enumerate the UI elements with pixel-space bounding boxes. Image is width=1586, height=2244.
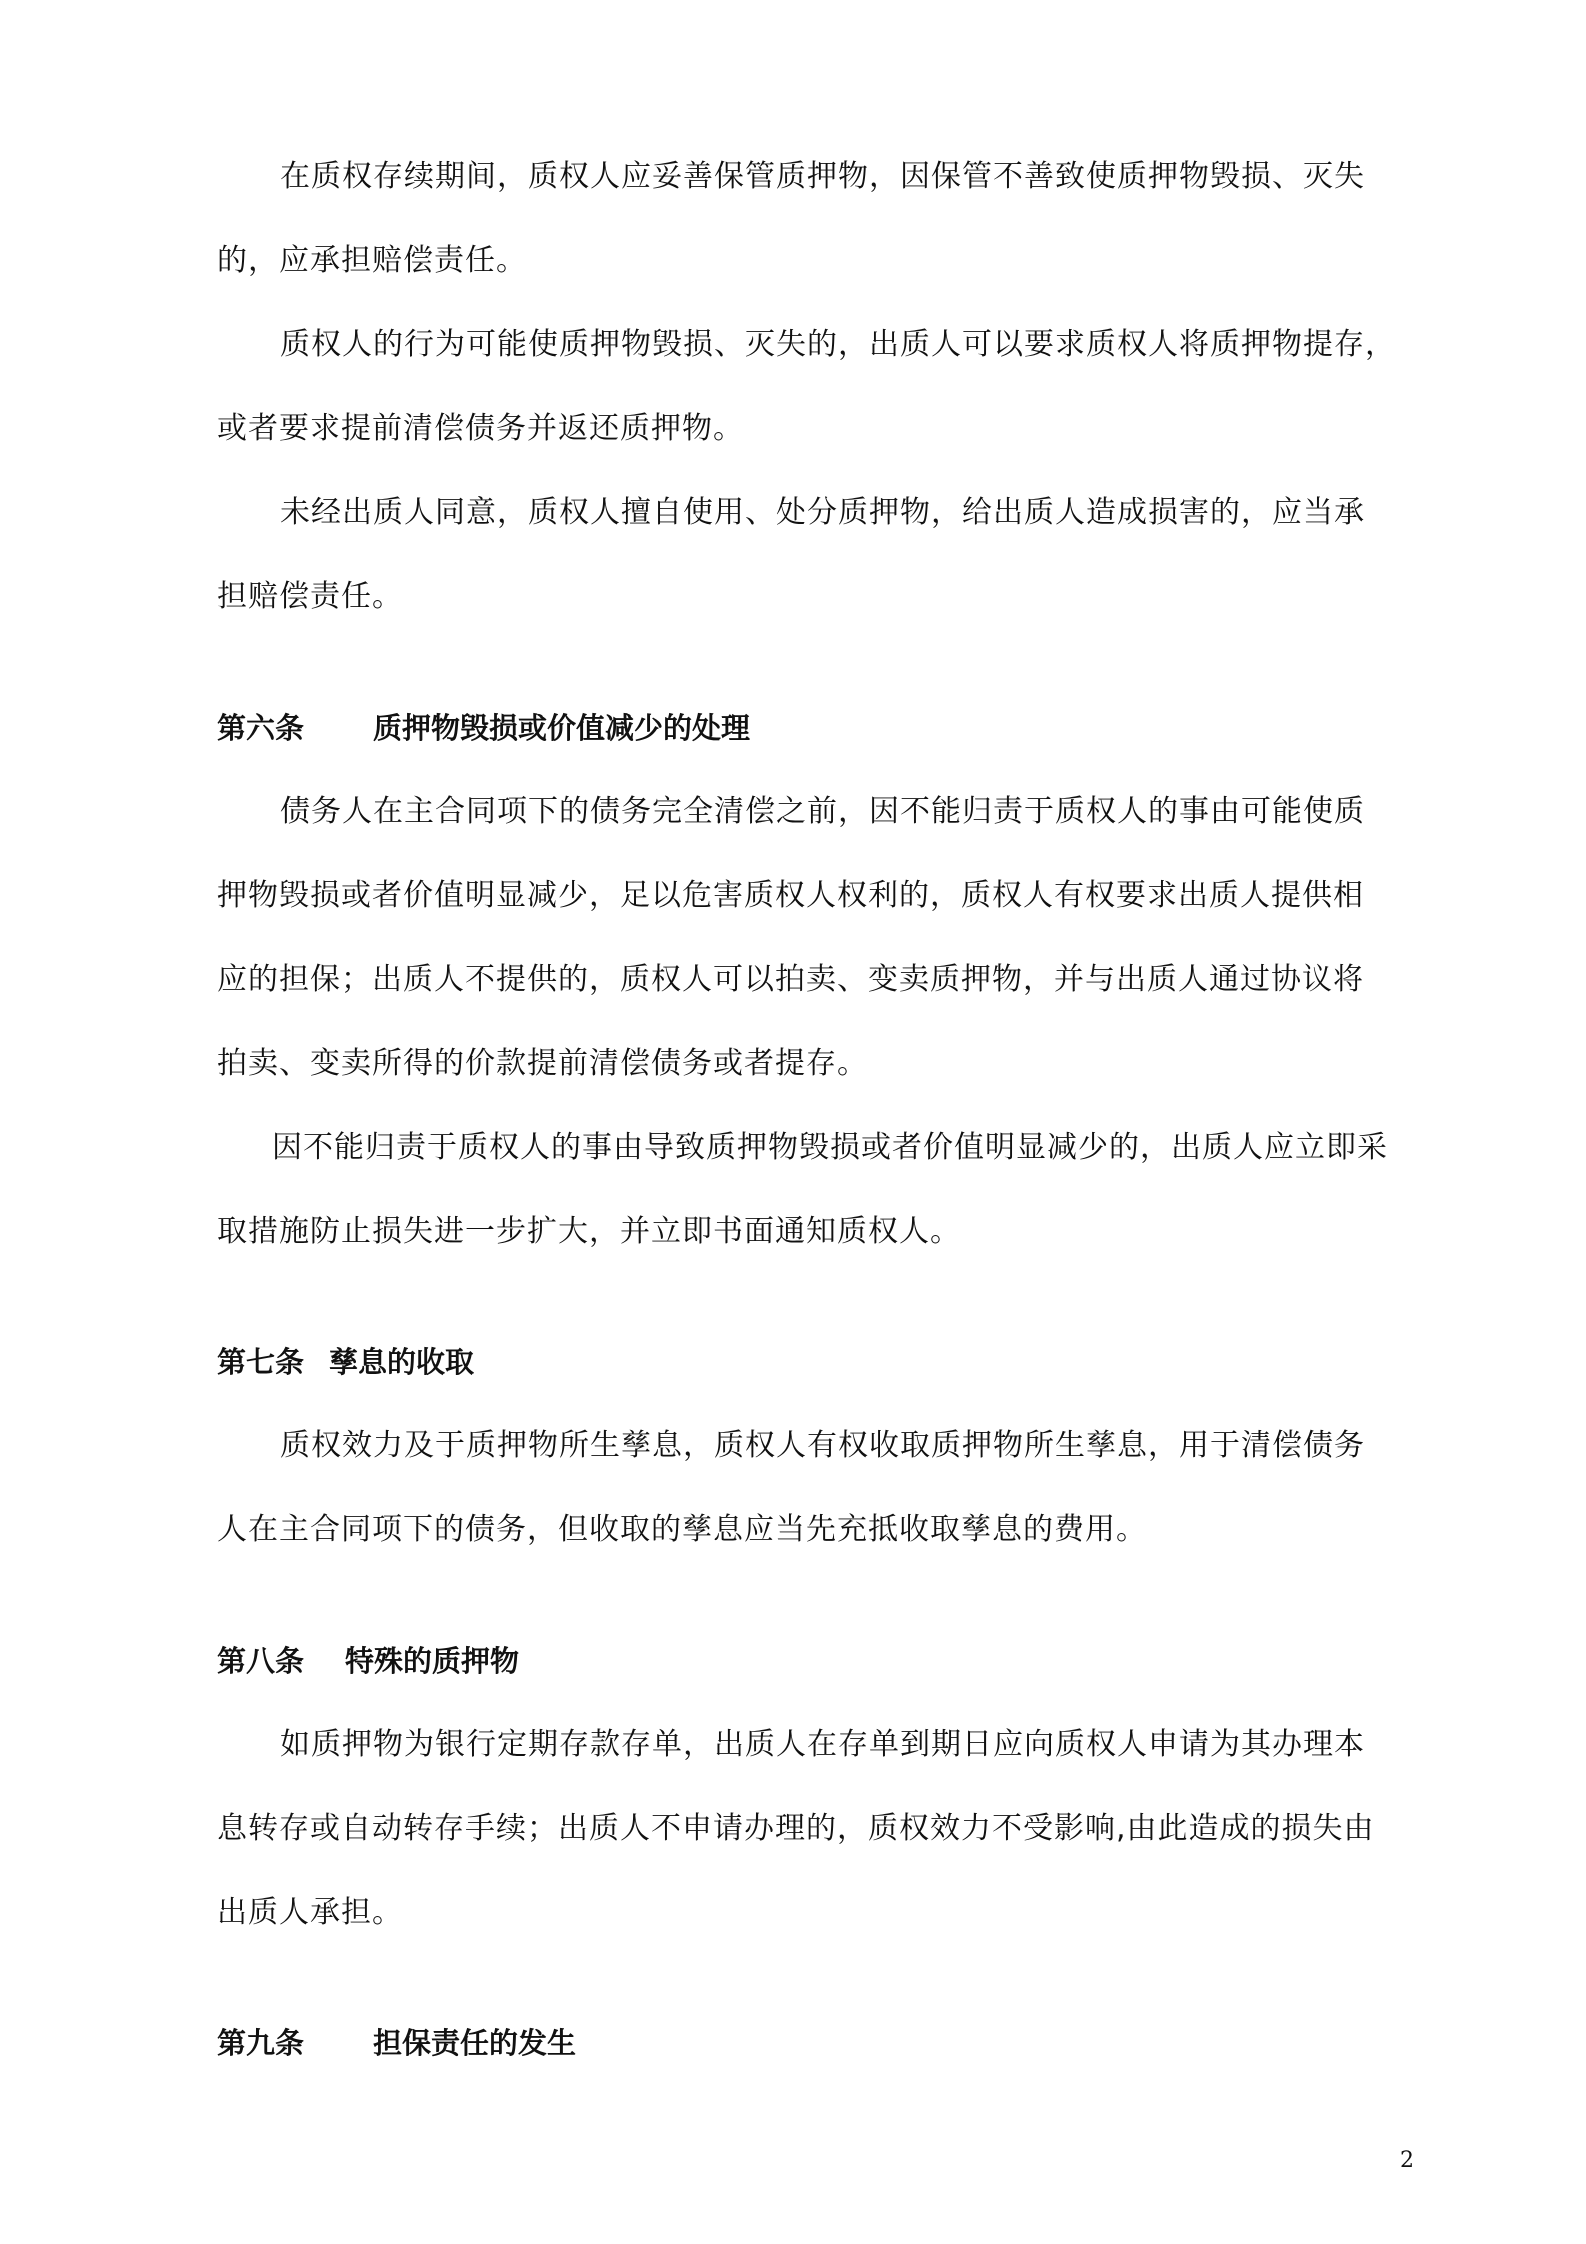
- article-number: 第九条: [217, 2026, 305, 2060]
- article-title: 质押物毁损或价值减少的处理: [373, 711, 751, 745]
- paragraph-line: 息转存或自动转存手续；出质人不申请办理的，质权效力不受影响,由此造成的损失由: [217, 1811, 1375, 1846]
- paragraph-line: 或者要求提前清偿债务并返还质押物。: [217, 411, 744, 446]
- article-heading: [217, 1342, 474, 1382]
- article-number: 第八条: [217, 1644, 305, 1678]
- paragraph-line: 的，应承担赔偿责任。: [217, 243, 527, 278]
- page-number: 2: [1400, 2148, 1414, 2173]
- article-number: 第六条: [217, 711, 305, 745]
- paragraph-line: 如质押物为银行定期存款存单，出质人在存单到期日应向质权人申请为其办理本: [280, 1727, 1365, 1762]
- paragraph-line: 押物毁损或者价值明显减少，足以危害质权人权利的，质权人有权要求出质人提供相: [217, 878, 1364, 913]
- paragraph-line: 债务人在主合同项下的债务完全清偿之前，因不能归责于质权人的事由可能使质: [280, 794, 1365, 829]
- paragraph-line: 质权效力及于质押物所生孳息，质权人有权收取质押物所生孳息，用于清偿债务: [280, 1428, 1365, 1463]
- article-heading: [217, 708, 750, 748]
- article-number: 第七条: [217, 1345, 305, 1379]
- paragraph-line: 取措施防止损失进一步扩大，并立即书面通知质权人。: [217, 1214, 961, 1249]
- article-title: 特殊的质押物: [345, 1644, 520, 1678]
- paragraph-line: 拍卖、变卖所得的价款提前清偿债务或者提存。: [217, 1046, 868, 1081]
- article-heading: [217, 2023, 576, 2063]
- paragraph-line: 人在主合同项下的债务，但收取的孳息应当先充抵收取孳息的费用。: [217, 1512, 1147, 1547]
- paragraph-line: 因不能归责于质权人的事由导致质押物毁损或者价值明显减少的，出质人应立即采: [272, 1130, 1388, 1165]
- paragraph-line: 质权人的行为可能使质押物毁损、灭失的，出质人可以要求质权人将质押物提存，: [280, 327, 1396, 362]
- paragraph-line: 未经出质人同意，质权人擅自使用、处分质押物，给出质人造成损害的，应当承: [280, 495, 1365, 530]
- article-title: 担保责任的发生: [373, 2026, 577, 2060]
- paragraph-line: 在质权存续期间，质权人应妥善保管质押物，因保管不善致使质押物毁损、灭失: [280, 159, 1365, 194]
- paragraph-line: 出质人承担。: [217, 1895, 403, 1930]
- article-title: 孳息的收取: [329, 1345, 475, 1379]
- paragraph-line: 应的担保；出质人不提供的，质权人可以拍卖、变卖质押物，并与出质人通过协议将: [217, 962, 1364, 997]
- article-heading: [217, 1641, 519, 1681]
- paragraph-line: 担赔偿责任。: [217, 579, 403, 614]
